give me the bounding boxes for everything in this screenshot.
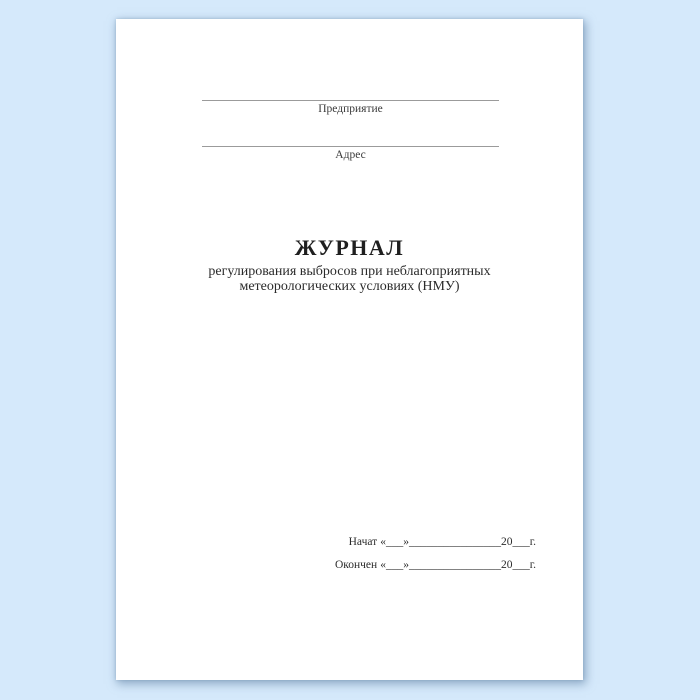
date-finished-fill: «___»________________20___г. xyxy=(380,559,536,571)
enterprise-field-label: Предприятие xyxy=(318,103,383,115)
journal-cover-page xyxy=(116,19,583,680)
start-end-dates-block xyxy=(335,531,536,577)
date-started-row xyxy=(335,531,536,554)
address-field-label: Адрес xyxy=(335,149,366,161)
address-fill-line xyxy=(202,146,499,147)
journal-subtitle-line-1: регулирования выбросов при неблагоприятных xyxy=(208,264,491,279)
title-block xyxy=(116,236,583,294)
journal-subtitle xyxy=(116,264,583,294)
date-finished-label: Окончен xyxy=(334,559,378,571)
date-finished-row xyxy=(335,554,536,577)
date-started-fill: «___»________________20___г. xyxy=(380,536,536,548)
date-started-label: Начат xyxy=(348,536,378,548)
journal-title: ЖУРНАЛ xyxy=(294,235,405,260)
enterprise-fill-line xyxy=(202,100,499,101)
journal-subtitle-line-2: метеорологических условиях (НМУ) xyxy=(239,279,460,294)
